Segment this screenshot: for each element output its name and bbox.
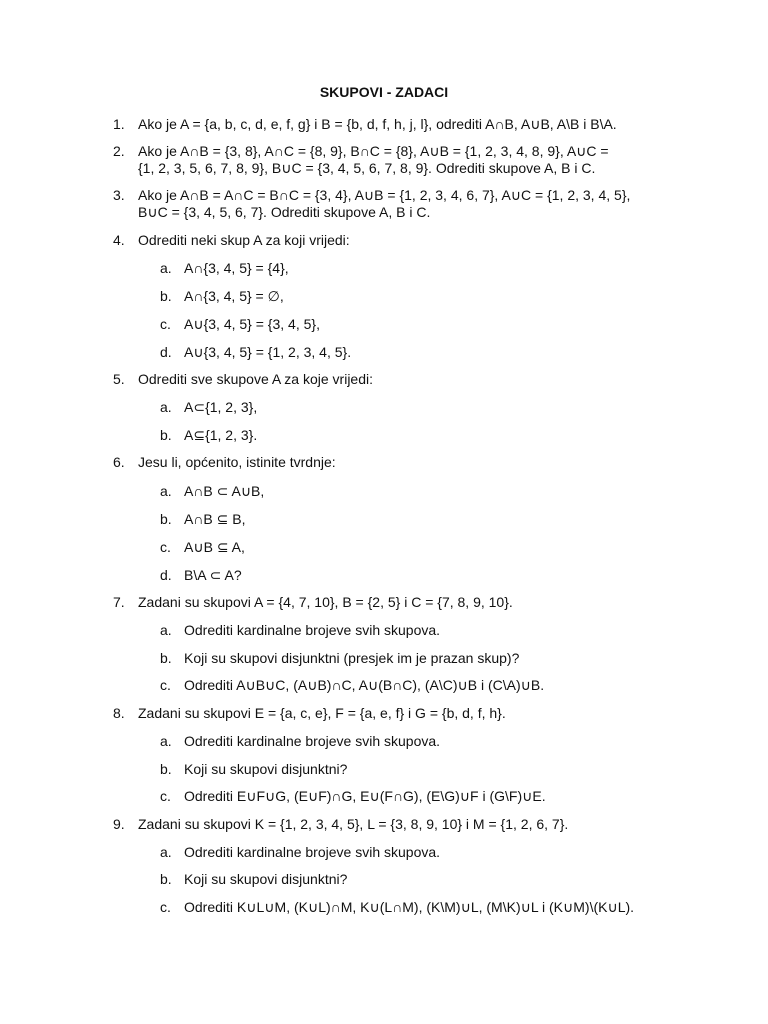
subproblem-letter: c. [160,316,171,332]
problem-number: 4. [113,232,125,248]
problem-text-line-2: {1, 2, 3, 5, 6, 7, 8, 9}, B∪C = {3, 4, 5, 6, 7, 8, 9}. Odrediti skupove A, B i C. [138,160,596,176]
problem-text: Jesu li, općenito, istinite tvrdnje: [138,454,336,470]
subproblem-text: A⊆{1, 2, 3}. [184,427,258,443]
subproblem-text: Odrediti K∪L∪M, (K∪L)∩M, K∪(L∩M), (K\M)∪L, (M\K)∪L i (K∪M)\(K∪L). [184,899,635,915]
subproblem-text: Odrediti kardinalne brojeve svih skupova. [184,844,441,860]
subproblem-letter: a. [160,260,172,276]
problem-number: 9. [113,816,125,832]
subproblem-text: A∩{3, 4, 5} = {4}, [184,260,289,276]
problem-number: 2. [113,143,125,159]
subproblem-text: Odrediti E∪F∪G, (E∪F)∩G, E∪(F∩G), (E\G)∪F i (G\F)∪E. [184,788,546,804]
problem-text-line-2: B∪C = {3, 4, 5, 6, 7}. Odrediti skupove A, B i C. [138,204,431,220]
subproblem-letter: c. [160,899,171,915]
subproblem-letter: c. [160,677,171,693]
problem-number: 8. [113,705,125,721]
subproblem-text: Koji su skupovi disjunktni (presjek im je prazan skup)? [184,650,520,666]
subproblem-text: Koji su skupovi disjunktni? [184,761,348,777]
subproblem-letter: a. [160,483,172,499]
subproblem-letter: b. [160,761,172,777]
problem-text: Odrediti sve skupove A za koje vrijedi: [138,371,374,387]
problem-number: 3. [113,187,125,203]
problem-text: Zadani su skupovi K = {1, 2, 3, 4, 5}, L = {3, 8, 9, 10} i M = {1, 2, 6, 7}. [138,816,569,832]
problem-text: Odrediti neki skup A za koji vrijedi: [138,232,350,248]
subproblem-letter: b. [160,427,172,443]
problem-text-line-1: Ako je A∩B = A∩C = B∩C = {3, 4}, A∪B = {1, 2, 3, 4, 6, 7}, A∪C = {1, 2, 3, 4, 5}, [138,187,631,203]
subproblem-text: A∪{3, 4, 5} = {3, 4, 5}, [184,316,320,332]
problem-number: 6. [113,454,125,470]
problem-text: Zadani su skupovi E = {a, c, e}, F = {a, e, f} i G = {b, d, f, h}. [138,705,506,721]
subproblem-letter: a. [160,399,172,415]
subproblem-text: A∩B ⊂ A∪B, [184,483,265,499]
subproblem-letter: b. [160,288,172,304]
subproblem-text: Odrediti kardinalne brojeve svih skupova. [184,733,441,749]
subproblem-letter: a. [160,733,172,749]
subproblem-letter: c. [160,788,171,804]
subproblem-text: A∩{3, 4, 5} = ∅, [184,288,284,304]
subproblem-letter: b. [160,511,172,527]
subproblem-text: Odrediti kardinalne brojeve svih skupova. [184,622,441,638]
subproblem-text: Koji su skupovi disjunktni? [184,871,348,887]
problem-number: 5. [113,371,125,387]
subproblem-text: A∩B ⊆ B, [184,511,246,527]
subproblem-text: A∪{3, 4, 5} = {1, 2, 3, 4, 5}. [184,344,352,360]
problem-number: 1. [113,116,125,132]
subproblem-letter: b. [160,650,172,666]
page-title: SKUPOVI - ZADACI [319,84,449,100]
subproblem-letter: c. [160,539,171,555]
subproblem-text: A∪B ⊆ A, [184,539,245,555]
problem-text: Zadani su skupovi A = {4, 7, 10}, B = {2, 5} i C = {7, 8, 9, 10}. [138,594,513,610]
subproblem-letter: a. [160,622,172,638]
subproblem-letter: d. [160,344,172,360]
problem-text-line-1: Ako je A∩B = {3, 8}, A∩C = {8, 9}, B∩C = {8}, A∪B = {1, 2, 3, 4, 8, 9}, A∪C = [138,143,609,159]
subproblem-letter: d. [160,567,172,583]
subproblem-letter: b. [160,871,172,887]
subproblem-letter: a. [160,844,172,860]
problem-number: 7. [113,594,125,610]
subproblem-text: B\A ⊂ A? [184,567,242,583]
subproblem-text: A⊂{1, 2, 3}, [184,399,258,415]
subproblem-text: Odrediti A∪B∪C, (A∪B)∩C, A∪(B∩C), (A\C)∪B i (C\A)∪B. [184,677,545,693]
problem-text: Ako je A = {a, b, c, d, e, f, g} i B = {b, d, f, h, j, l}, odrediti A∩B, A∪B, A\B i B\A. [138,116,617,132]
